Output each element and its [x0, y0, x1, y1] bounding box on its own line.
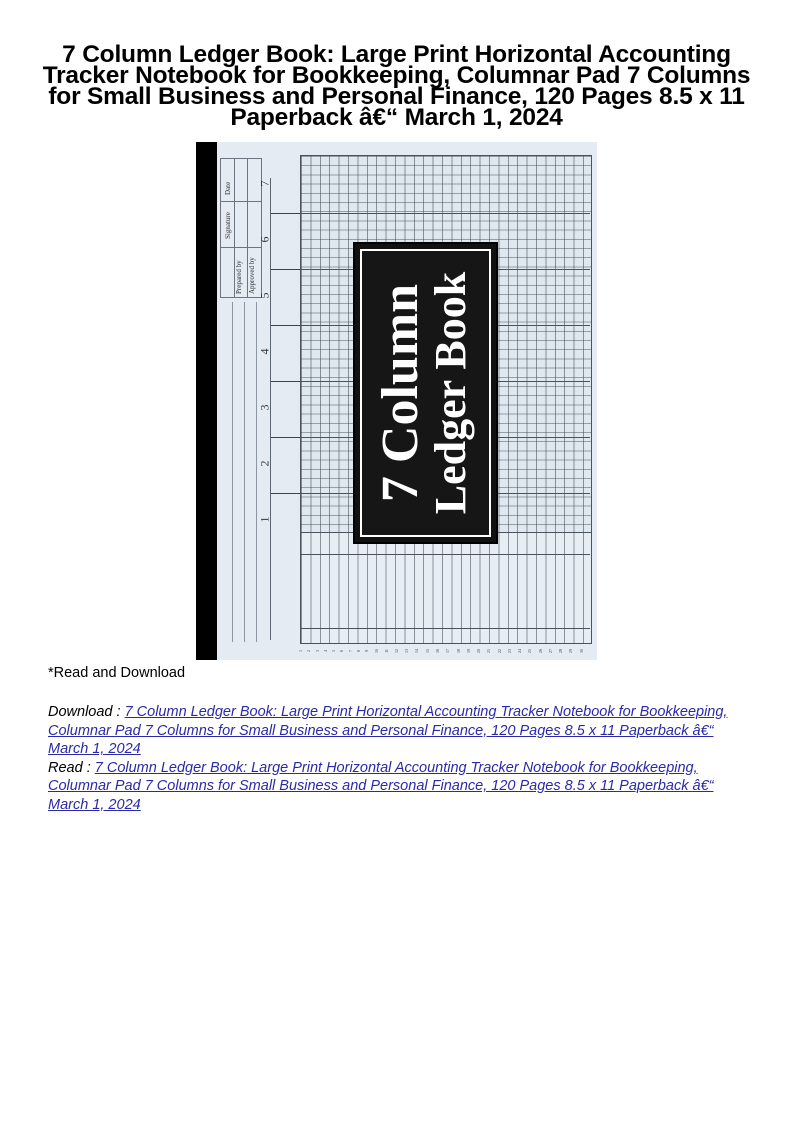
column-number: 13 [404, 649, 410, 653]
ruler-number-7: 7 [257, 180, 272, 187]
ruler-number-5: 5 [257, 292, 272, 299]
grid-band-line [300, 628, 590, 629]
download-link[interactable]: 7 Column Ledger Book: Large Print Horizontal Accounting Tracker Notebook for Bookkeeping, Columnar Pad 7 Columns for Small Business and Personal Finance, 120 Pages 8.5 x 11 Paperback â€“ March 1, 2024 [48, 704, 728, 757]
ruler-number-6: 6 [257, 236, 272, 243]
column-number: 19 [465, 649, 471, 653]
date-label: Date [224, 181, 232, 195]
column-number: 11 [383, 649, 389, 653]
prepared-by-label: Prepared by [235, 260, 243, 294]
column-number: 9 [364, 650, 370, 652]
links-section [48, 703, 753, 814]
column-number: 25 [527, 649, 533, 653]
left-margin-line [244, 302, 245, 642]
column-number: 20 [476, 649, 482, 653]
column-number: 17 [445, 649, 451, 653]
column-number: 7 [347, 650, 353, 652]
grid-band-line [300, 554, 590, 555]
column-number: 8 [355, 650, 361, 652]
column-number: 2 [306, 650, 312, 652]
read-line [48, 759, 753, 815]
ruler-tick [271, 437, 301, 438]
ruler-tick [271, 381, 301, 382]
ruler-number-3: 3 [257, 404, 272, 411]
left-margin-line [232, 302, 233, 642]
column-number: 30 [578, 649, 584, 653]
ruler-tick [271, 213, 301, 214]
column-number: 3 [314, 650, 320, 652]
column-number: 4 [322, 650, 328, 652]
column-number: 29 [568, 649, 574, 653]
column-number: 15 [424, 649, 430, 653]
column-number: 14 [414, 649, 420, 653]
ruler-number-1: 1 [257, 516, 272, 523]
column-number: 10 [373, 649, 379, 653]
ruler-tick [271, 325, 301, 326]
column-number: 26 [537, 649, 543, 653]
ruler-number-2: 2 [257, 460, 272, 467]
cover-title-badge [353, 242, 498, 544]
download-label: Download : [48, 704, 125, 720]
approved-by-label: Approved by [248, 257, 256, 294]
column-number: 1 [298, 650, 304, 652]
document-title: 7 Column Ledger Book: Large Print Horizontal Accounting Tracker Notebook for Bookkeeping, Columnar Pad 7 Columns for Small Business and Personal Finance, 120 Pages 8.5 x 11 Paperback â€“ March 1, 2024 [42, 41, 751, 131]
column-number: 24 [517, 649, 523, 653]
grid-band-line [300, 213, 590, 214]
column-number: 27 [547, 649, 553, 653]
column-number: 23 [506, 649, 512, 653]
read-link[interactable]: 7 Column Ledger Book: Large Print Horizontal Accounting Tracker Notebook for Bookkeeping, Columnar Pad 7 Columns for Small Business and Personal Finance, 120 Pages 8.5 x 11 Paperback â€“ March 1, 2024 [48, 759, 714, 813]
cover-spine [196, 142, 217, 660]
intro-text: *Read and Download [48, 665, 186, 681]
column-number: 12 [393, 649, 399, 653]
column-number: 6 [339, 650, 345, 652]
ruler-tick [271, 269, 301, 270]
cover-title-line1: 7 Column [371, 283, 429, 503]
column-number: 21 [486, 649, 492, 653]
download-line [48, 703, 753, 759]
column-numbers [300, 645, 590, 657]
ruler-number-4: 4 [257, 348, 272, 355]
signature-box [220, 158, 262, 298]
column-number: 18 [455, 649, 461, 653]
book-cover-image [196, 142, 597, 660]
read-label: Read : [48, 759, 95, 776]
column-number: 22 [496, 649, 502, 653]
column-number: 28 [558, 649, 564, 653]
cover-title-line2: Ledger Book [425, 271, 475, 515]
signature-label: Signature [224, 212, 232, 239]
column-number: 16 [434, 649, 440, 653]
ruler-tick [271, 493, 301, 494]
column-number: 5 [331, 650, 337, 652]
